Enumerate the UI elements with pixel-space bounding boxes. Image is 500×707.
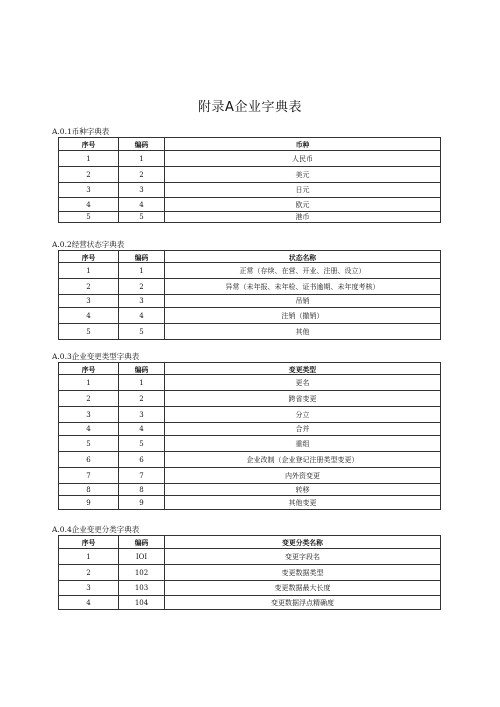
table-row bbox=[59, 423, 441, 436]
code-cell: 3 bbox=[119, 295, 165, 308]
name-header: 币种 bbox=[165, 138, 441, 151]
index-cell: 2 bbox=[59, 391, 119, 407]
table-header-row bbox=[59, 363, 441, 375]
code-cell: 3 bbox=[119, 183, 165, 198]
index-cell: 5 bbox=[59, 212, 119, 223]
name-cell: 转移 bbox=[165, 484, 441, 496]
code-cell: 104 bbox=[119, 596, 165, 610]
table-row bbox=[59, 468, 441, 484]
table-row bbox=[59, 167, 441, 183]
code-cell: 2 bbox=[119, 167, 165, 183]
code-cell: 6 bbox=[119, 452, 165, 468]
change-category-dictionary-section bbox=[52, 525, 442, 610]
section-heading: A.0.4企业变更分类字典表 bbox=[52, 525, 140, 534]
table-row bbox=[59, 295, 441, 308]
table-row bbox=[59, 279, 441, 295]
code-cell: 103 bbox=[119, 581, 165, 596]
index-cell: 1 bbox=[59, 151, 119, 167]
index-cell: 1 bbox=[59, 263, 119, 279]
code-cell: 7 bbox=[119, 468, 165, 484]
name-cell: 变更字段名 bbox=[165, 549, 441, 565]
index-cell: 1 bbox=[59, 375, 119, 391]
code-header: 编码 bbox=[119, 363, 165, 375]
name-header: 变更分类名称 bbox=[165, 536, 441, 549]
index-cell: 8 bbox=[59, 484, 119, 496]
table-row bbox=[59, 391, 441, 407]
code-cell: 102 bbox=[119, 565, 165, 581]
name-cell: 港币 bbox=[165, 212, 441, 223]
code-cell: 5 bbox=[119, 436, 165, 452]
name-cell: 人民币 bbox=[165, 151, 441, 167]
name-cell: 变更数据最大长度 bbox=[165, 581, 441, 596]
index-cell: 4 bbox=[59, 308, 119, 324]
index-cell: 5 bbox=[59, 436, 119, 452]
table-row bbox=[59, 263, 441, 279]
section-heading: A.0.1币种字典表 bbox=[52, 127, 110, 136]
index-cell: 7 bbox=[59, 468, 119, 484]
index-header: 序号 bbox=[59, 363, 119, 375]
dictionary-table bbox=[58, 250, 441, 340]
table-row bbox=[59, 212, 441, 223]
table-row bbox=[59, 407, 441, 423]
table-row bbox=[59, 324, 441, 340]
name-cell: 其他 bbox=[165, 324, 441, 340]
code-cell: 4 bbox=[119, 423, 165, 436]
name-cell: 变更数据类型 bbox=[165, 565, 441, 581]
section-heading: A.0.2经营状态字典表 bbox=[52, 240, 125, 249]
index-cell: 3 bbox=[59, 295, 119, 308]
name-cell: 内外资变更 bbox=[165, 468, 441, 484]
currency-dictionary-section bbox=[52, 127, 442, 223]
index-cell: 4 bbox=[59, 596, 119, 610]
index-cell: 6 bbox=[59, 452, 119, 468]
code-header: 编码 bbox=[119, 251, 165, 263]
name-cell: 注销（撤销） bbox=[165, 308, 441, 324]
code-header: 编码 bbox=[119, 138, 165, 151]
table-row bbox=[59, 496, 441, 510]
code-cell: IOI bbox=[119, 549, 165, 565]
table-row bbox=[59, 549, 441, 565]
table-row bbox=[59, 183, 441, 198]
index-cell: 4 bbox=[59, 423, 119, 436]
code-cell: 3 bbox=[119, 407, 165, 423]
code-cell: 4 bbox=[119, 198, 165, 212]
code-cell: 1 bbox=[119, 375, 165, 391]
table-header-row bbox=[59, 251, 441, 263]
change-type-dictionary-section bbox=[52, 352, 442, 510]
table-row bbox=[59, 151, 441, 167]
table-row bbox=[59, 596, 441, 610]
name-header: 变更类型 bbox=[165, 363, 441, 375]
name-cell: 异常（未年报、未年检、证书逾期、未年度考核） bbox=[165, 279, 441, 295]
index-cell: 5 bbox=[59, 324, 119, 340]
name-cell: 重组 bbox=[165, 436, 441, 452]
name-cell: 分立 bbox=[165, 407, 441, 423]
index-cell: 1 bbox=[59, 549, 119, 565]
table-row bbox=[59, 198, 441, 212]
code-cell: 2 bbox=[119, 391, 165, 407]
table-row bbox=[59, 452, 441, 468]
name-cell: 欧元 bbox=[165, 198, 441, 212]
name-cell: 企业改制（企业登记注册类型变更） bbox=[165, 452, 441, 468]
business-status-dictionary-section bbox=[52, 240, 442, 340]
code-header: 编码 bbox=[119, 536, 165, 549]
table-header-row bbox=[59, 536, 441, 549]
table-row bbox=[59, 565, 441, 581]
table-row bbox=[59, 436, 441, 452]
dictionary-table bbox=[58, 535, 441, 610]
code-cell: 4 bbox=[119, 308, 165, 324]
code-cell: 1 bbox=[119, 151, 165, 167]
name-cell: 其他变更 bbox=[165, 496, 441, 510]
name-cell: 美元 bbox=[165, 167, 441, 183]
code-cell: 5 bbox=[119, 324, 165, 340]
name-cell: 跨省变更 bbox=[165, 391, 441, 407]
index-header: 序号 bbox=[59, 138, 119, 151]
page-title: 附录A企业字典表 bbox=[198, 100, 302, 115]
index-cell: 4 bbox=[59, 198, 119, 212]
index-cell: 2 bbox=[59, 565, 119, 581]
section-heading: A.0.3企业变更类型字典表 bbox=[52, 352, 140, 361]
index-cell: 3 bbox=[59, 183, 119, 198]
index-cell: 3 bbox=[59, 407, 119, 423]
table-row bbox=[59, 484, 441, 496]
table-header-row bbox=[59, 138, 441, 151]
dictionary-table bbox=[58, 362, 441, 510]
index-cell: 9 bbox=[59, 496, 119, 510]
name-cell: 更名 bbox=[165, 375, 441, 391]
index-cell: 2 bbox=[59, 167, 119, 183]
name-cell: 日元 bbox=[165, 183, 441, 198]
code-cell: 5 bbox=[119, 212, 165, 223]
code-cell: 9 bbox=[119, 496, 165, 510]
table-row bbox=[59, 308, 441, 324]
code-cell: 1 bbox=[119, 263, 165, 279]
name-cell: 变更数据浮点精确度 bbox=[165, 596, 441, 610]
table-row bbox=[59, 581, 441, 596]
code-cell: 8 bbox=[119, 484, 165, 496]
name-cell: 吊销 bbox=[165, 295, 441, 308]
code-cell: 2 bbox=[119, 279, 165, 295]
index-header: 序号 bbox=[59, 251, 119, 263]
index-header: 序号 bbox=[59, 536, 119, 549]
index-cell: 3 bbox=[59, 581, 119, 596]
name-cell: 正常（存续、在营、开业、注册、设立） bbox=[165, 263, 441, 279]
table-row bbox=[59, 375, 441, 391]
name-cell: 合并 bbox=[165, 423, 441, 436]
name-header: 状态名称 bbox=[165, 251, 441, 263]
dictionary-table bbox=[58, 137, 441, 223]
index-cell: 2 bbox=[59, 279, 119, 295]
